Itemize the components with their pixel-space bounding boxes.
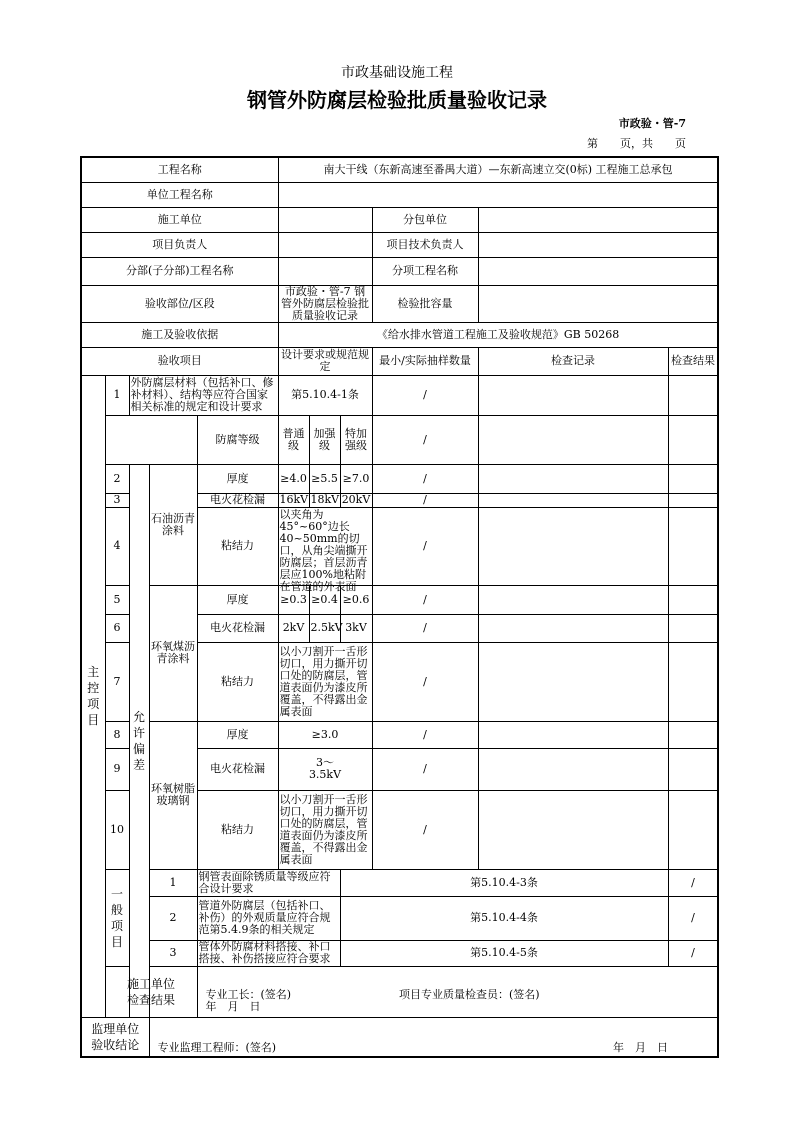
- item-number: 2: [149, 896, 197, 940]
- value-all: ≥3.0: [278, 721, 372, 748]
- column-header-record: 检查记录: [478, 347, 668, 375]
- item-record[interactable]: [478, 721, 668, 748]
- item-record[interactable]: [478, 375, 668, 415]
- item-sample: /: [372, 507, 478, 585]
- capacity-value[interactable]: [478, 285, 718, 322]
- check-spark-test: 电火花检漏: [197, 614, 278, 642]
- item-result[interactable]: [668, 493, 718, 507]
- item-number: 4: [105, 507, 129, 585]
- value-special: 20kV: [341, 493, 371, 506]
- item-sample: /: [668, 869, 718, 896]
- check-adhesion: 粘结力: [197, 507, 278, 585]
- page-info: 第 页，共 页: [587, 137, 686, 150]
- value-normal: 2kV: [278, 614, 309, 642]
- item-spec: 第5.10.4-5条: [340, 940, 668, 966]
- item-sample: /: [372, 493, 478, 507]
- item-spec: 第5.10.4-4条: [340, 896, 668, 940]
- item-sample: /: [668, 896, 718, 940]
- construction-date: 年 月 日: [205, 999, 261, 1013]
- document-subtitle: 市政基础设施工程: [341, 65, 453, 81]
- item-result[interactable]: [668, 375, 718, 415]
- column-header-sample: 最小/实际抽样数量: [372, 347, 478, 375]
- column-header-design: 设计要求或规范规定: [278, 347, 372, 375]
- value-special: ≥7.0: [340, 464, 372, 493]
- manager-value[interactable]: [278, 232, 372, 257]
- item-number: 1: [105, 375, 129, 415]
- contractor-label: 施工单位: [81, 207, 278, 232]
- item-sample: /: [372, 748, 478, 790]
- item-record[interactable]: [478, 790, 668, 869]
- column-header-result: 检查结果: [668, 347, 718, 375]
- item-sample: /: [372, 642, 478, 721]
- item-description: 管体外防腐材料搭接、补口搭接、补伤搭接应符合要求: [197, 940, 340, 966]
- item-description: 外防腐层材料（包括补口、修补材料）、结构等应符合国家相关标准的规定和设计要求: [129, 375, 278, 415]
- sub-contractor-value[interactable]: [478, 207, 718, 232]
- blank-cell: [105, 415, 197, 464]
- basis-label: 施工及验收依据: [81, 322, 278, 347]
- value-normal: 16kV: [279, 493, 309, 506]
- value-special: 3kV: [340, 614, 372, 642]
- item-result[interactable]: [668, 464, 718, 493]
- item-result[interactable]: [668, 415, 718, 464]
- tech-manager-value[interactable]: [478, 232, 718, 257]
- item-record[interactable]: [478, 614, 668, 642]
- item-sample: /: [372, 614, 478, 642]
- tech-manager-label: 项目技术负责人: [372, 232, 478, 257]
- item-sample: /: [372, 585, 478, 614]
- item-sample: /: [372, 375, 478, 415]
- grade-special: 特加强级: [340, 415, 372, 464]
- inspection-table: [80, 156, 719, 1058]
- subitem-label: 分项工程名称: [372, 257, 478, 285]
- check-thickness: 厚度: [197, 585, 278, 614]
- value-enhanced: 18kV: [310, 493, 340, 506]
- basis-value: 《给水排水管道工程施工及验收规范》GB 50268: [278, 322, 718, 347]
- item-record[interactable]: [478, 748, 668, 790]
- item-result[interactable]: [668, 614, 718, 642]
- item-result[interactable]: [668, 721, 718, 748]
- item-result[interactable]: [668, 642, 718, 721]
- check-spark-test: 电火花检漏: [197, 748, 278, 790]
- adhesion-spec: 以小刀割开一舌形切口，用力撕开切口处的防腐层，管道表面仍为漆皮所覆盖，不得露出金属表面: [278, 642, 372, 721]
- value-normal: ≥4.0: [278, 464, 309, 493]
- value-all: 3～3.5kV: [278, 748, 372, 790]
- item-number: 6: [105, 614, 129, 642]
- adhesion-spec: 以夹角为45°~60°边长40~50mm的切口，从角尖端撕开防腐层；首层沥青层应100%地粘附在管道的外表面: [278, 507, 372, 585]
- value-special: ≥0.6: [340, 585, 372, 614]
- check-thickness: 厚度: [197, 721, 278, 748]
- item-number: 9: [105, 748, 129, 790]
- engineer-signature: 专业监理工程师：(签名): [157, 1041, 277, 1054]
- item-result[interactable]: [668, 790, 718, 869]
- document-title: 钢管外防腐层检验批质量验收记录: [247, 88, 547, 112]
- check-thickness: 厚度: [197, 464, 278, 493]
- contractor-value[interactable]: [278, 207, 372, 232]
- item-record[interactable]: [478, 464, 668, 493]
- supervision-conclusion-label: 监理单位验收结论: [81, 1017, 149, 1057]
- project-name-value: 南大干线（东新高速至番禺大道）—东新高速立交(0标) 工程施工总承包: [278, 157, 718, 182]
- value-enhanced: ≥5.5: [309, 464, 340, 493]
- item-result[interactable]: [668, 585, 718, 614]
- supervision-signature-area[interactable]: [149, 1017, 718, 1057]
- item-number: 2: [105, 464, 129, 493]
- check-adhesion: 粘结力: [197, 642, 278, 721]
- item-sample: /: [668, 940, 718, 966]
- general-items-label: 一般项目: [105, 869, 129, 966]
- grade-normal: 普通级: [278, 415, 309, 464]
- item-number: 5: [105, 585, 129, 614]
- value-enhanced: 2.5kV: [309, 614, 340, 642]
- item-result[interactable]: [668, 507, 718, 585]
- item-record[interactable]: [478, 415, 668, 464]
- inspector-signature: 项目专业质量检查员：(签名): [399, 987, 540, 1001]
- item-record[interactable]: [478, 585, 668, 614]
- check-spark-test: 电火花检漏: [197, 493, 278, 507]
- division-value[interactable]: [278, 257, 372, 285]
- main-control-label: 主控项目: [81, 375, 105, 1017]
- item-description: 管道外防腐层（包括补口、补伤）的外观质量应符合规范第5.4.9条的相关规定: [197, 896, 340, 940]
- item-description: 钢管表面除锈质量等级应符合设计要求: [197, 869, 340, 896]
- item-record[interactable]: [478, 642, 668, 721]
- location-label: 验收部位/区段: [81, 285, 278, 322]
- location-value[interactable]: 市政验・管-7 钢管外防腐层检验批质量验收记录: [278, 285, 372, 322]
- item-sample: /: [372, 415, 478, 464]
- division-label: 分部(子分部)工程名称: [81, 257, 278, 285]
- foreman-signature: 专业工长：(签名): [205, 987, 292, 1001]
- item-record[interactable]: [478, 507, 668, 585]
- item-result[interactable]: [668, 748, 718, 790]
- material-epoxy-glass: 环氧树脂玻璃钢: [149, 721, 197, 869]
- item-sample: /: [372, 464, 478, 493]
- column-header-item: 验收项目: [81, 347, 278, 375]
- project-name-label: 工程名称: [81, 157, 278, 182]
- construction-signature-area[interactable]: [197, 966, 718, 1017]
- manager-label: 项目负责人: [81, 232, 278, 257]
- item-sample: /: [372, 721, 478, 748]
- material-asphalt: 石油沥青涂料: [149, 464, 197, 585]
- capacity-label: 检验批容量: [372, 285, 478, 322]
- item-number: 7: [105, 642, 129, 721]
- form-code: 市政验・管-7: [618, 117, 686, 130]
- construction-check-label: 施工单位检查结果: [105, 966, 197, 1017]
- item-number: 10: [105, 790, 129, 869]
- item-sample: /: [372, 790, 478, 869]
- item-number: 1: [149, 869, 197, 896]
- grade-label: 防腐等级: [197, 415, 278, 464]
- item-number: 3: [149, 940, 197, 966]
- sub-contractor-label: 分包单位: [372, 207, 478, 232]
- item-number: 8: [105, 721, 129, 748]
- value-enhanced: ≥0.4: [309, 585, 340, 614]
- item-spec: 第5.10.4-3条: [340, 869, 668, 896]
- unit-project-label: 单位工程名称: [81, 182, 278, 207]
- value-normal: ≥0.3: [278, 585, 309, 614]
- unit-project-value[interactable]: [278, 182, 718, 207]
- allowable-deviation-label: 允许偏差: [129, 464, 149, 1017]
- item-spec: 第5.10.4-1条: [278, 375, 372, 415]
- supervision-date: 年 月 日: [613, 1041, 668, 1054]
- item-record[interactable]: [478, 493, 668, 507]
- check-adhesion: 粘结力: [197, 790, 278, 869]
- adhesion-spec: 以小刀割开一舌形切口，用力撕开切口处的防腐层，管道表面仍为漆皮所覆盖，不得露出金属表面: [278, 790, 372, 869]
- item-number: 3: [105, 493, 129, 507]
- subitem-value[interactable]: [478, 257, 718, 285]
- grade-enhanced: 加强级: [309, 415, 340, 464]
- material-epoxy-coal: 环氧煤沥青涂料: [149, 585, 197, 721]
